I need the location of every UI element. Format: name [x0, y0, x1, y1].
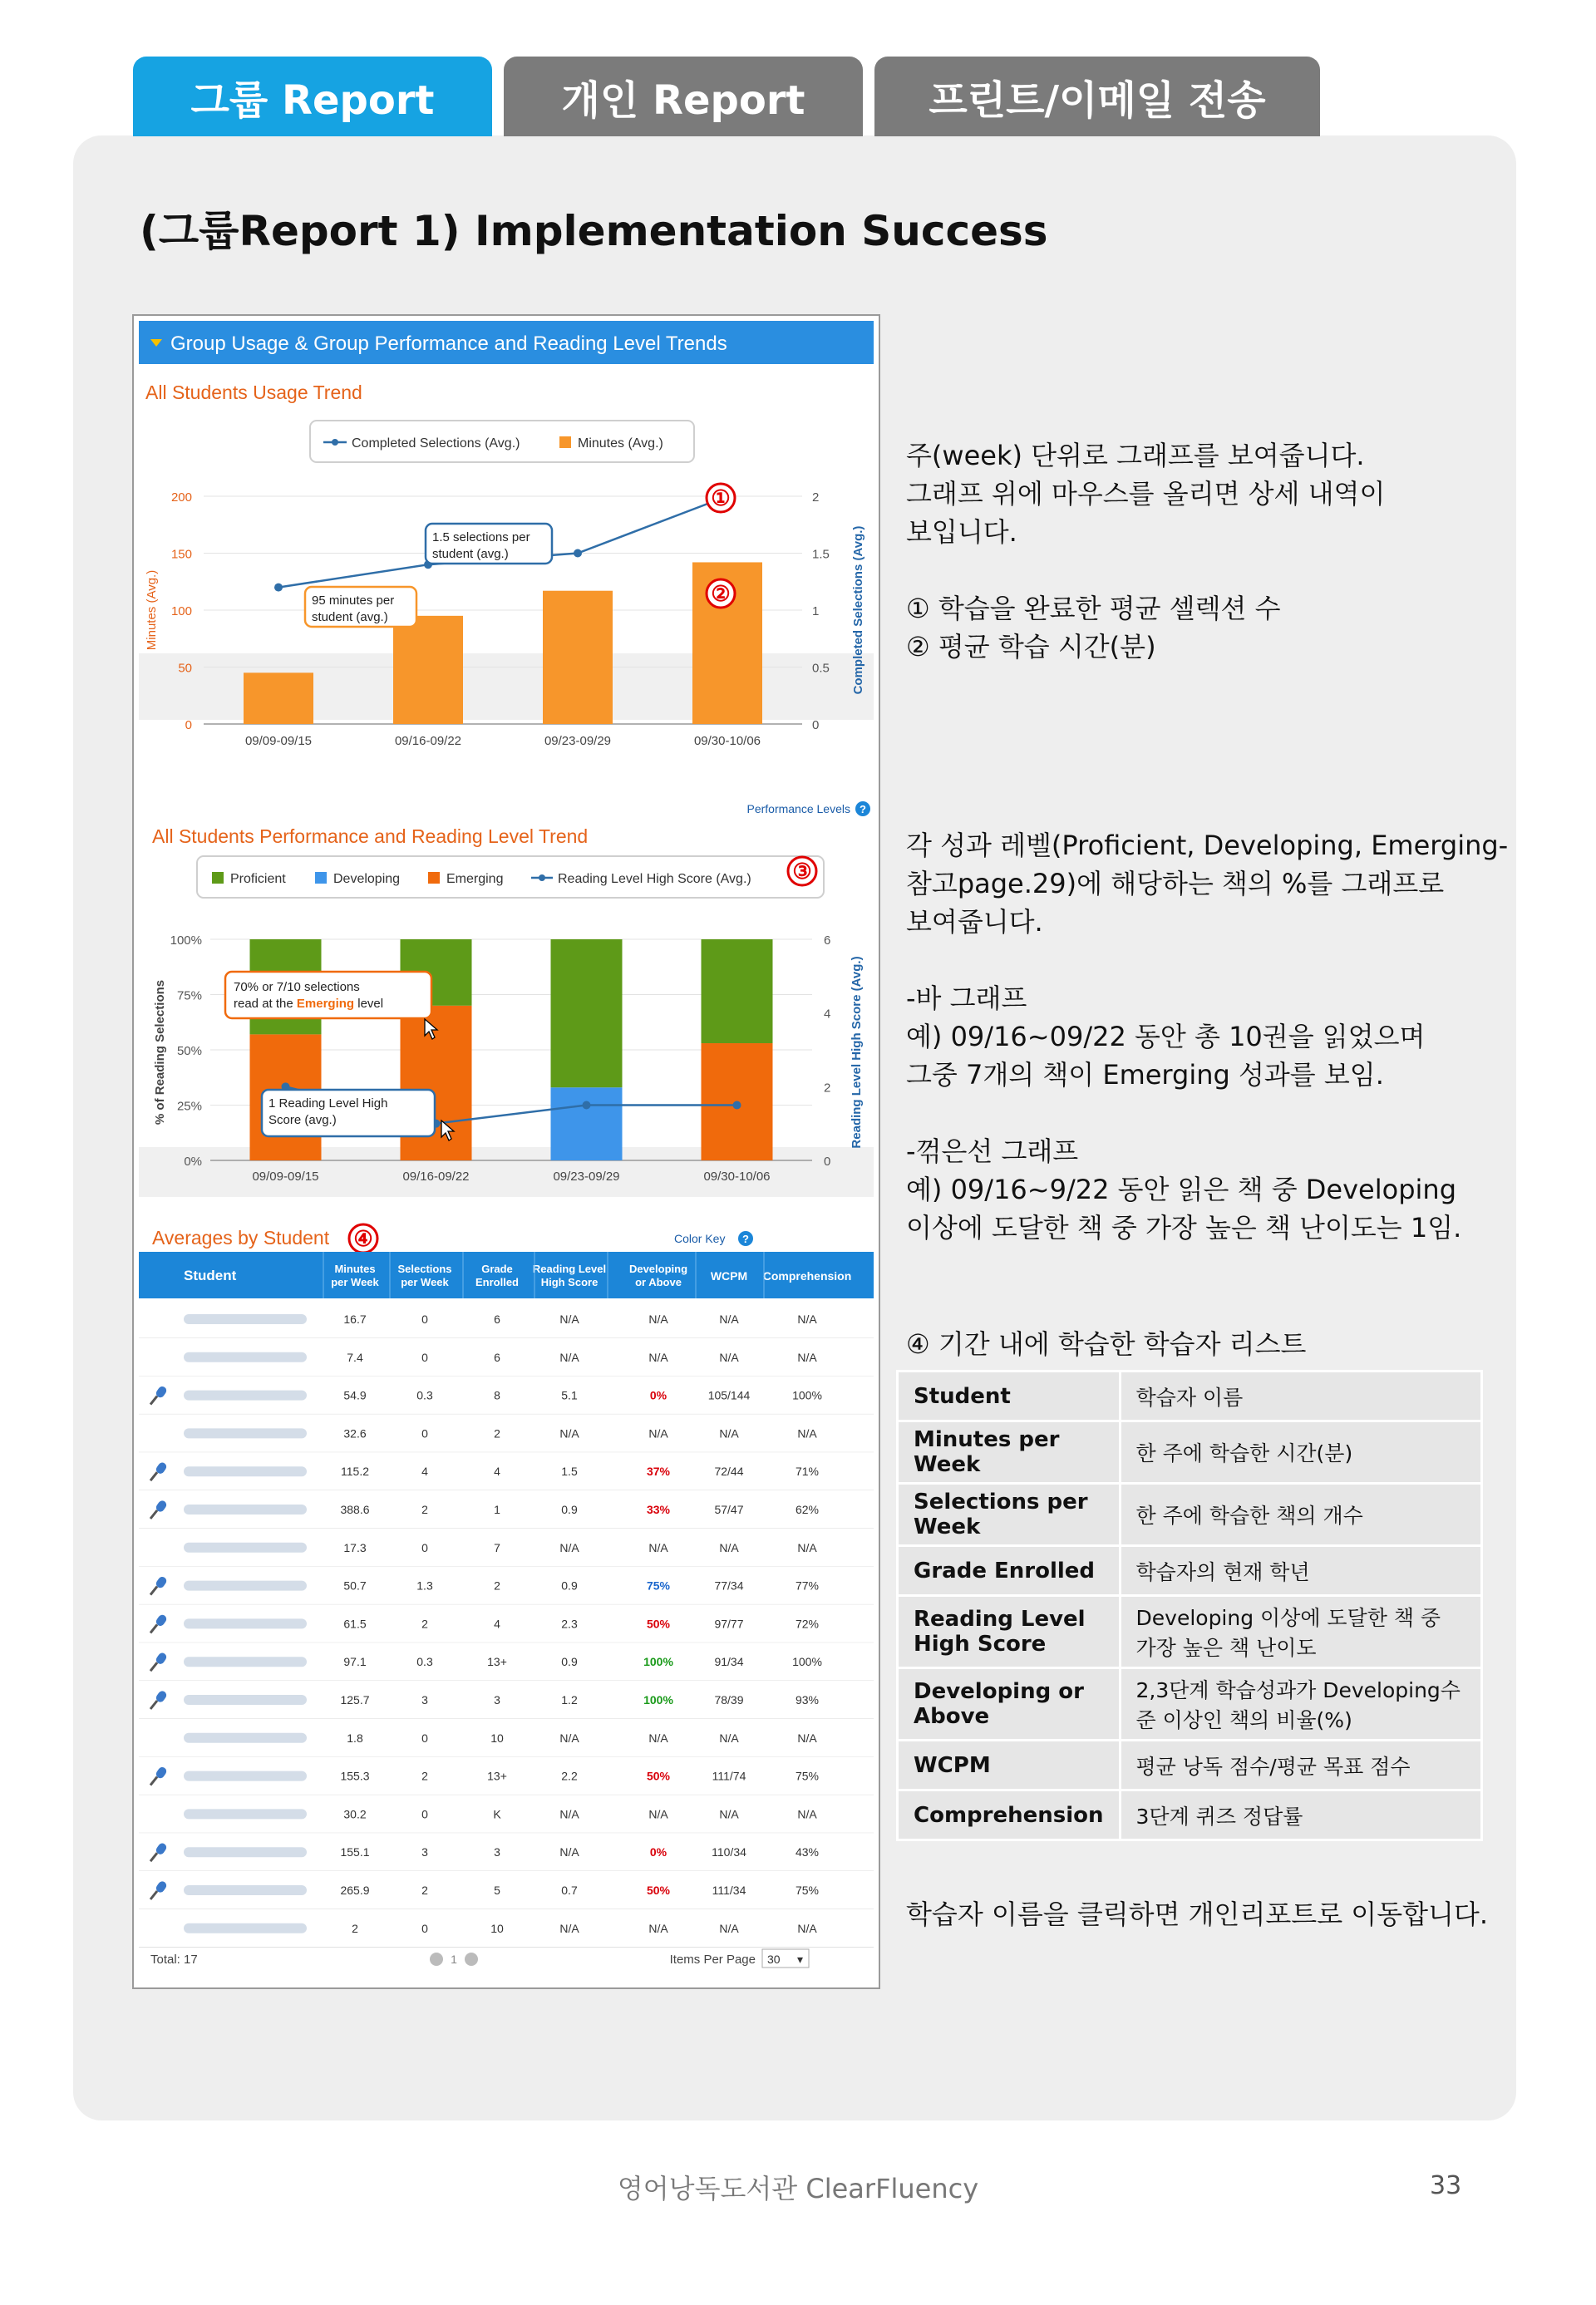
report-screenshot-canvas	[134, 316, 879, 1987]
averages-cell: N/A	[797, 1426, 817, 1441]
averages-cell: 0.9	[561, 1579, 578, 1593]
student-name-blurred[interactable]	[184, 1543, 307, 1553]
averages-cell: 2	[421, 1503, 428, 1516]
averages-cell: 72%	[795, 1617, 820, 1631]
averages-cell: 265.9	[340, 1884, 370, 1897]
averages-cell: 105/144	[707, 1388, 751, 1402]
averages-cell: 110/34	[712, 1845, 746, 1859]
perf-legend-label: Developing	[333, 872, 401, 886]
total-count: Total: 17	[150, 1953, 198, 1967]
glossary-row	[898, 1372, 1482, 1421]
averages-cell: 0	[421, 1426, 428, 1441]
averages-cell: 37%	[646, 1465, 671, 1479]
perf-legend-label: Reading Level High Score (Avg.)	[558, 872, 751, 886]
averages-col-header: High Score	[540, 1276, 598, 1288]
perf-y-label: % of Reading Selections	[153, 979, 167, 1125]
usage-point-selections	[274, 584, 283, 592]
perf-left-tick: 0%	[184, 1155, 202, 1169]
help-icon-glyph: ?	[860, 803, 866, 815]
averages-cell: 75%	[795, 1884, 820, 1897]
averages-col-student: Student	[184, 1268, 237, 1283]
usage-y-label: Minutes (Avg.)	[145, 569, 159, 651]
averages-cell: 16.7	[343, 1313, 367, 1326]
averages-title: Averages by Student	[152, 1227, 330, 1249]
student-name-blurred[interactable]	[184, 1885, 307, 1895]
glossary-row	[898, 1596, 1482, 1668]
averages-cell: 5	[494, 1884, 500, 1897]
averages-cell: N/A	[797, 1540, 817, 1554]
usage-left-tick: 200	[170, 490, 192, 505]
usage-right-tick: 1.5	[812, 547, 830, 562]
averages-cell: 0	[421, 1313, 428, 1326]
averages-cell: 7.4	[347, 1350, 363, 1364]
legend-swatch-minutes	[559, 436, 571, 448]
averages-cell: 13+	[487, 1769, 507, 1783]
perf-callout-reading-level-text: 1 Reading Level High	[268, 1096, 388, 1111]
averages-cell: 2	[352, 1921, 358, 1935]
performance-description: 각 성과 레벨(Proficient, Developing, Emerging- 참고page.29)에 해당하는 책의 %를 그래프로 보여줍니다. -바 그래프 예) 09/16~09/22 동안 총 10권을 읽었으며 그중 7개의 책이 Emerging 성과를 보임. -꺾은선 그래프 예) 09/16~9/22 동안 읽은 책 중 Developing 이상에 도달한 책 중 가장 높은 책 난이도는 1임.	[906, 830, 1509, 1244]
student-name-blurred[interactable]	[184, 1809, 307, 1819]
perf-right-tick: 4	[824, 1007, 831, 1022]
averages-cell: 62%	[795, 1503, 820, 1516]
glossary-definition: 학습자 이름	[1120, 1372, 1481, 1421]
averages-col-header: WCPM	[710, 1269, 748, 1283]
marker-1: ①	[711, 485, 731, 510]
averages-cell: 33%	[646, 1503, 671, 1516]
averages-cell: 50%	[646, 1769, 671, 1783]
averages-col-header: Selections	[397, 1263, 452, 1275]
averages-cell: N/A	[797, 1313, 817, 1326]
items-per-page-label: Items Per Page	[669, 1953, 756, 1967]
perf-legend-label: Emerging	[446, 872, 504, 886]
usage-chart-plot-bg	[139, 371, 874, 653]
glossary-term: Reading Level High Score	[898, 1596, 1121, 1668]
averages-cell: 43%	[795, 1845, 820, 1859]
perf-legend-swatch	[315, 872, 327, 884]
tab-individual-report[interactable]: 개인 Report	[504, 57, 863, 136]
student-name-blurred[interactable]	[184, 1352, 307, 1362]
averages-cell: 388.6	[340, 1503, 370, 1516]
averages-cell: 111/34	[712, 1884, 746, 1897]
averages-cell: 3	[421, 1845, 428, 1859]
averages-cell: N/A	[559, 1731, 579, 1745]
usage-chart-title: All Students Usage Trend	[145, 382, 362, 403]
averages-col-header: Enrolled	[475, 1276, 520, 1288]
footer-brand: 영어낭독도서관 ClearFluency	[617, 2173, 979, 2204]
averages-cell: 50.7	[343, 1579, 367, 1593]
glossary-term: Student	[898, 1372, 1121, 1421]
averages-cell: 77/34	[714, 1579, 744, 1593]
averages-cell: 32.6	[343, 1426, 367, 1441]
glossary-row	[898, 1668, 1482, 1741]
averages-cell: N/A	[559, 1807, 579, 1821]
perf-bar-developing	[551, 1087, 623, 1160]
averages-cell: 4	[421, 1465, 428, 1479]
perf-x-tick: 09/23-09/29	[553, 1170, 620, 1184]
averages-cell: N/A	[719, 1313, 739, 1326]
perf-legend-label: Proficient	[230, 872, 286, 886]
student-name-blurred[interactable]	[184, 1847, 307, 1857]
usage-bar-minutes	[244, 672, 313, 724]
perf-left-tick: 75%	[176, 988, 202, 1003]
usage-left-tick: 50	[178, 661, 192, 676]
averages-cell: 77%	[795, 1579, 820, 1593]
averages-col-header: Comprehension	[762, 1269, 852, 1283]
averages-col-header: Developing	[628, 1263, 688, 1275]
averages-cell: 125.7	[340, 1693, 370, 1707]
averages-cell: 2	[421, 1769, 428, 1783]
student-name-blurred[interactable]	[184, 1733, 307, 1743]
glossary-row	[898, 1741, 1482, 1790]
glossary-term: Grade Enrolled	[898, 1546, 1121, 1596]
averages-cell: 3	[494, 1693, 500, 1707]
student-name-blurred[interactable]	[184, 1771, 307, 1781]
averages-col-header: Reading Level	[532, 1263, 607, 1275]
perf-right-tick: 2	[824, 1081, 831, 1096]
usage-callout-selections-text: 1.5 selections per	[432, 530, 530, 544]
averages-cell: 93%	[795, 1693, 820, 1707]
perf-legend-marker	[539, 874, 545, 881]
marker-4: ④	[353, 1226, 373, 1251]
glossary-row	[898, 1484, 1482, 1546]
section-header-title: Group Usage & Group Performance and Reading Level Trends	[170, 332, 727, 355]
perf-point-reading-level	[733, 1101, 741, 1110]
items-per-page-value: 30	[767, 1953, 781, 1966]
perf-bar-proficient	[702, 939, 773, 1043]
averages-cell: 2.2	[561, 1769, 578, 1783]
tab-group-report[interactable]: 그룹 Report	[133, 57, 492, 136]
averages-cell: 0.9	[561, 1503, 578, 1516]
marker-3: ③	[792, 859, 812, 884]
averages-cell: N/A	[648, 1313, 668, 1326]
glossary-term: Selections per Week	[898, 1484, 1121, 1546]
averages-cell: N/A	[797, 1807, 817, 1821]
perf-left-tick: 50%	[176, 1044, 202, 1058]
averages-cell: 100%	[792, 1388, 822, 1402]
averages-cell: 0.3	[416, 1388, 433, 1402]
glossary-definition: 학습자의 현재 학년	[1120, 1546, 1481, 1596]
averages-cell: 6	[494, 1313, 500, 1326]
marker-2: ②	[711, 581, 731, 606]
glossary-definition: 한 주에 학습한 책의 개수	[1120, 1484, 1481, 1546]
averages-cell: 0	[421, 1807, 428, 1821]
averages-cell: 97/77	[714, 1617, 744, 1631]
page-title: (그룹Report 1) Implementation Success	[140, 207, 1048, 255]
averages-cell: N/A	[648, 1731, 668, 1745]
perf-point-reading-level	[583, 1101, 591, 1110]
perf-callout-emerging-text: 70% or 7/10 selections	[234, 980, 360, 994]
usage-left-tick: 0	[185, 718, 192, 732]
averages-cell: 71%	[795, 1465, 820, 1479]
averages-cell: 3	[421, 1693, 428, 1707]
glossary-row	[898, 1790, 1482, 1840]
student-name-blurred[interactable]	[184, 1581, 307, 1591]
averages-cell: 100%	[792, 1655, 822, 1669]
averages-cell: N/A	[648, 1807, 668, 1821]
glossary-definition: Developing 이상에 도달한 책 중 가장 높은 책 난이도	[1120, 1596, 1481, 1668]
averages-cell: 3	[494, 1845, 500, 1859]
averages-cell: N/A	[719, 1540, 739, 1554]
averages-cell: 10	[490, 1921, 504, 1935]
averages-cell: N/A	[648, 1921, 668, 1935]
averages-cell: N/A	[719, 1426, 739, 1441]
averages-cell: 6	[494, 1350, 500, 1364]
averages-cell: 8	[494, 1388, 500, 1402]
perf-legend-swatch	[428, 872, 440, 884]
usage-x-tick: 09/16-09/22	[394, 734, 462, 748]
usage-left-tick: 150	[170, 547, 192, 562]
averages-cell: 30.2	[343, 1807, 367, 1821]
performance-levels-link[interactable]: Performance Levels	[746, 802, 850, 815]
usage-x-tick: 09/09-09/15	[244, 734, 313, 748]
averages-cell: 100%	[643, 1693, 673, 1707]
glossary-term: WCPM	[898, 1741, 1121, 1790]
averages-cell: 1.3	[416, 1579, 433, 1593]
averages-cell: 78/39	[714, 1693, 744, 1707]
averages-cell: N/A	[559, 1426, 579, 1441]
averages-cell: 91/34	[714, 1655, 744, 1669]
averages-cell: N/A	[797, 1921, 817, 1935]
averages-cell: N/A	[719, 1921, 739, 1935]
averages-cell: 4	[494, 1617, 500, 1631]
averages-cell: 57/47	[714, 1503, 744, 1516]
perf-right-tick: 6	[824, 933, 831, 948]
averages-cell: 0.7	[561, 1884, 578, 1897]
averages-cell: N/A	[559, 1313, 579, 1326]
legend-label-selections: Completed Selections (Avg.)	[352, 436, 520, 451]
averages-cell: 1.2	[561, 1693, 578, 1707]
glossary-row	[898, 1421, 1482, 1484]
usage-bar-minutes	[543, 591, 613, 724]
averages-cell: 97.1	[343, 1655, 367, 1669]
next-page-icon[interactable]	[465, 1953, 478, 1966]
averages-cell: 10	[490, 1731, 504, 1745]
usage-point-selections	[574, 549, 582, 558]
averages-cell: 72/44	[714, 1465, 744, 1479]
glossary-definition: 평균 낭독 점수/평균 목표 점수	[1120, 1741, 1481, 1790]
glossary-term: Minutes per Week	[898, 1421, 1121, 1484]
averages-cell: N/A	[559, 1845, 579, 1859]
perf-right-tick: 0	[824, 1155, 831, 1169]
usage-y2-label: Completed Selections (Avg.)	[851, 525, 865, 695]
usage-x-tick: 09/23-09/29	[544, 734, 612, 748]
usage-left-tick: 100	[170, 604, 192, 618]
averages-cell: 155.1	[340, 1845, 370, 1859]
averages-cell: 1.5	[561, 1465, 578, 1479]
usage-right-tick: 2	[812, 490, 820, 505]
averages-cell: N/A	[648, 1350, 668, 1364]
averages-cell: N/A	[797, 1731, 817, 1745]
averages-cell: 0%	[649, 1845, 667, 1859]
prev-page-icon[interactable]	[430, 1953, 443, 1966]
click-hint: 학습자 이름을 클릭하면 개인리포트로 이동합니다.	[906, 1899, 1489, 1930]
averages-cell: 2	[421, 1617, 428, 1631]
averages-cell: 17.3	[343, 1540, 367, 1554]
averages-cell: 50%	[646, 1884, 671, 1897]
student-name-blurred[interactable]	[184, 1466, 307, 1476]
perf-left-tick: 25%	[176, 1099, 202, 1114]
glossary-definition: 한 주에 학습한 시간(분)	[1120, 1421, 1481, 1484]
color-key-help-glyph: ?	[742, 1233, 749, 1245]
perf-x-tick: 09/16-09/22	[402, 1170, 470, 1184]
averages-cell: 1.8	[347, 1731, 363, 1745]
page-indicator: 1	[451, 1953, 457, 1966]
averages-cell: K	[493, 1807, 501, 1821]
averages-cell: 0%	[649, 1388, 667, 1402]
usage-callout-minutes-text: student (avg.)	[312, 610, 388, 624]
averages-cell: N/A	[648, 1540, 668, 1554]
usage-right-tick: 1	[812, 604, 820, 618]
averages-cell: 2.3	[561, 1617, 578, 1631]
glossary-definition: 3단계 퀴즈 정답률	[1120, 1790, 1481, 1840]
usage-description: 주(week) 단위로 그래프를 보여줍니다. 그래프 위에 마우스를 올리면 상세 내역이 보입니다. ① 학습을 완료한 평균 셀렉션 수 ② 평균 학습 시간(분)	[906, 440, 1386, 662]
averages-cell: 4	[494, 1465, 500, 1479]
averages-cell: 2	[494, 1426, 500, 1441]
perf-callout-emerging-text: read at the Emerging level	[234, 997, 384, 1011]
usage-right-tick: 0	[812, 718, 820, 732]
perf-callout-emerging-box	[225, 972, 431, 1018]
averages-cell: N/A	[559, 1540, 579, 1554]
chevron-down-icon: ▾	[797, 1953, 804, 1966]
glossary-term: Comprehension	[898, 1790, 1121, 1840]
student-name-blurred[interactable]	[184, 1391, 307, 1401]
averages-cell: 0	[421, 1921, 428, 1935]
legend-marker-selections	[332, 439, 338, 446]
averages-col-header: Minutes	[334, 1263, 376, 1275]
averages-col-header: per Week	[331, 1276, 379, 1288]
student-name-blurred[interactable]	[184, 1923, 307, 1933]
usage-right-tick: 0.5	[812, 661, 830, 676]
color-key-link[interactable]: Color Key	[674, 1232, 726, 1245]
legend-label-minutes: Minutes (Avg.)	[578, 436, 663, 451]
averages-cell: 54.9	[343, 1388, 367, 1402]
perf-callout-emerging-tail: level	[354, 997, 384, 1011]
averages-cell: N/A	[719, 1807, 739, 1821]
averages-cell: N/A	[648, 1426, 668, 1441]
averages-cell: N/A	[797, 1350, 817, 1364]
glossary-definition: 2,3단계 학습성과가 Developing수준 이상인 책의 비율(%)	[1120, 1668, 1481, 1741]
page-number: 33	[1430, 2171, 1462, 2200]
averages-cell: 2	[421, 1884, 428, 1897]
averages-cell: 5.1	[561, 1388, 578, 1402]
averages-col-header: per Week	[401, 1276, 449, 1288]
averages-cell: 13+	[487, 1655, 507, 1669]
averages-cell: 100%	[643, 1655, 673, 1669]
tab-print-email[interactable]: 프린트/이메일 전송	[874, 57, 1320, 136]
averages-cell: 1	[494, 1503, 500, 1516]
report-screenshot	[132, 314, 880, 1989]
averages-cell: 75%	[646, 1579, 671, 1593]
usage-x-tick: 09/30-10/06	[693, 734, 761, 748]
perf-callout-emerging-word: Emerging	[296, 997, 355, 1011]
perf-chart-title: All Students Performance and Reading Level Trend	[152, 825, 589, 847]
averages-cell: 50%	[646, 1617, 671, 1631]
usage-bar-minutes	[393, 616, 463, 724]
averages-cell: 111/74	[712, 1769, 746, 1783]
column-glossary	[896, 1370, 1483, 1841]
student-name-blurred[interactable]	[184, 1505, 307, 1515]
perf-legend-swatch	[212, 872, 224, 884]
averages-cell: 115.2	[341, 1465, 369, 1479]
student-name-blurred[interactable]	[184, 1618, 307, 1628]
glossary-term: Developing or Above	[898, 1668, 1121, 1741]
student-name-blurred[interactable]	[184, 1428, 307, 1438]
averages-cell: 2	[494, 1579, 500, 1593]
student-name-blurred[interactable]	[184, 1314, 307, 1324]
perf-left-tick: 100%	[170, 933, 202, 948]
averages-col-header: Grade	[481, 1263, 513, 1275]
averages-cell: N/A	[559, 1350, 579, 1364]
averages-cell: N/A	[719, 1731, 739, 1745]
perf-y2-label: Reading Level High Score (Avg.)	[850, 956, 864, 1149]
averages-cell: 75%	[795, 1769, 820, 1783]
student-name-blurred[interactable]	[184, 1695, 307, 1705]
usage-callout-minutes-text: 95 minutes per	[312, 593, 395, 608]
averages-cell: 0	[421, 1540, 428, 1554]
usage-callout-selections-text: student (avg.)	[432, 547, 509, 561]
averages-cell: N/A	[719, 1350, 739, 1364]
glossary-row	[898, 1546, 1482, 1596]
averages-cell: 0	[421, 1731, 428, 1745]
perf-x-tick: 09/30-10/06	[703, 1170, 771, 1184]
perf-callout-reading-level-text: Score (avg.)	[268, 1113, 337, 1127]
averages-cell: 0.9	[561, 1655, 578, 1669]
averages-cell: 0.3	[416, 1655, 433, 1669]
perf-x-tick: 09/09-09/15	[252, 1170, 319, 1184]
student-list-description: ④ 기간 내에 학습한 학습자 리스트	[906, 1328, 1307, 1360]
averages-cell: 155.3	[340, 1769, 370, 1783]
student-name-blurred[interactable]	[184, 1657, 307, 1667]
averages-cell: N/A	[559, 1921, 579, 1935]
perf-bar-proficient	[551, 939, 623, 1087]
averages-cell: 0	[421, 1350, 428, 1364]
averages-col-header: or Above	[635, 1276, 682, 1288]
averages-cell: 7	[494, 1540, 500, 1554]
averages-cell: 61.5	[343, 1617, 367, 1631]
